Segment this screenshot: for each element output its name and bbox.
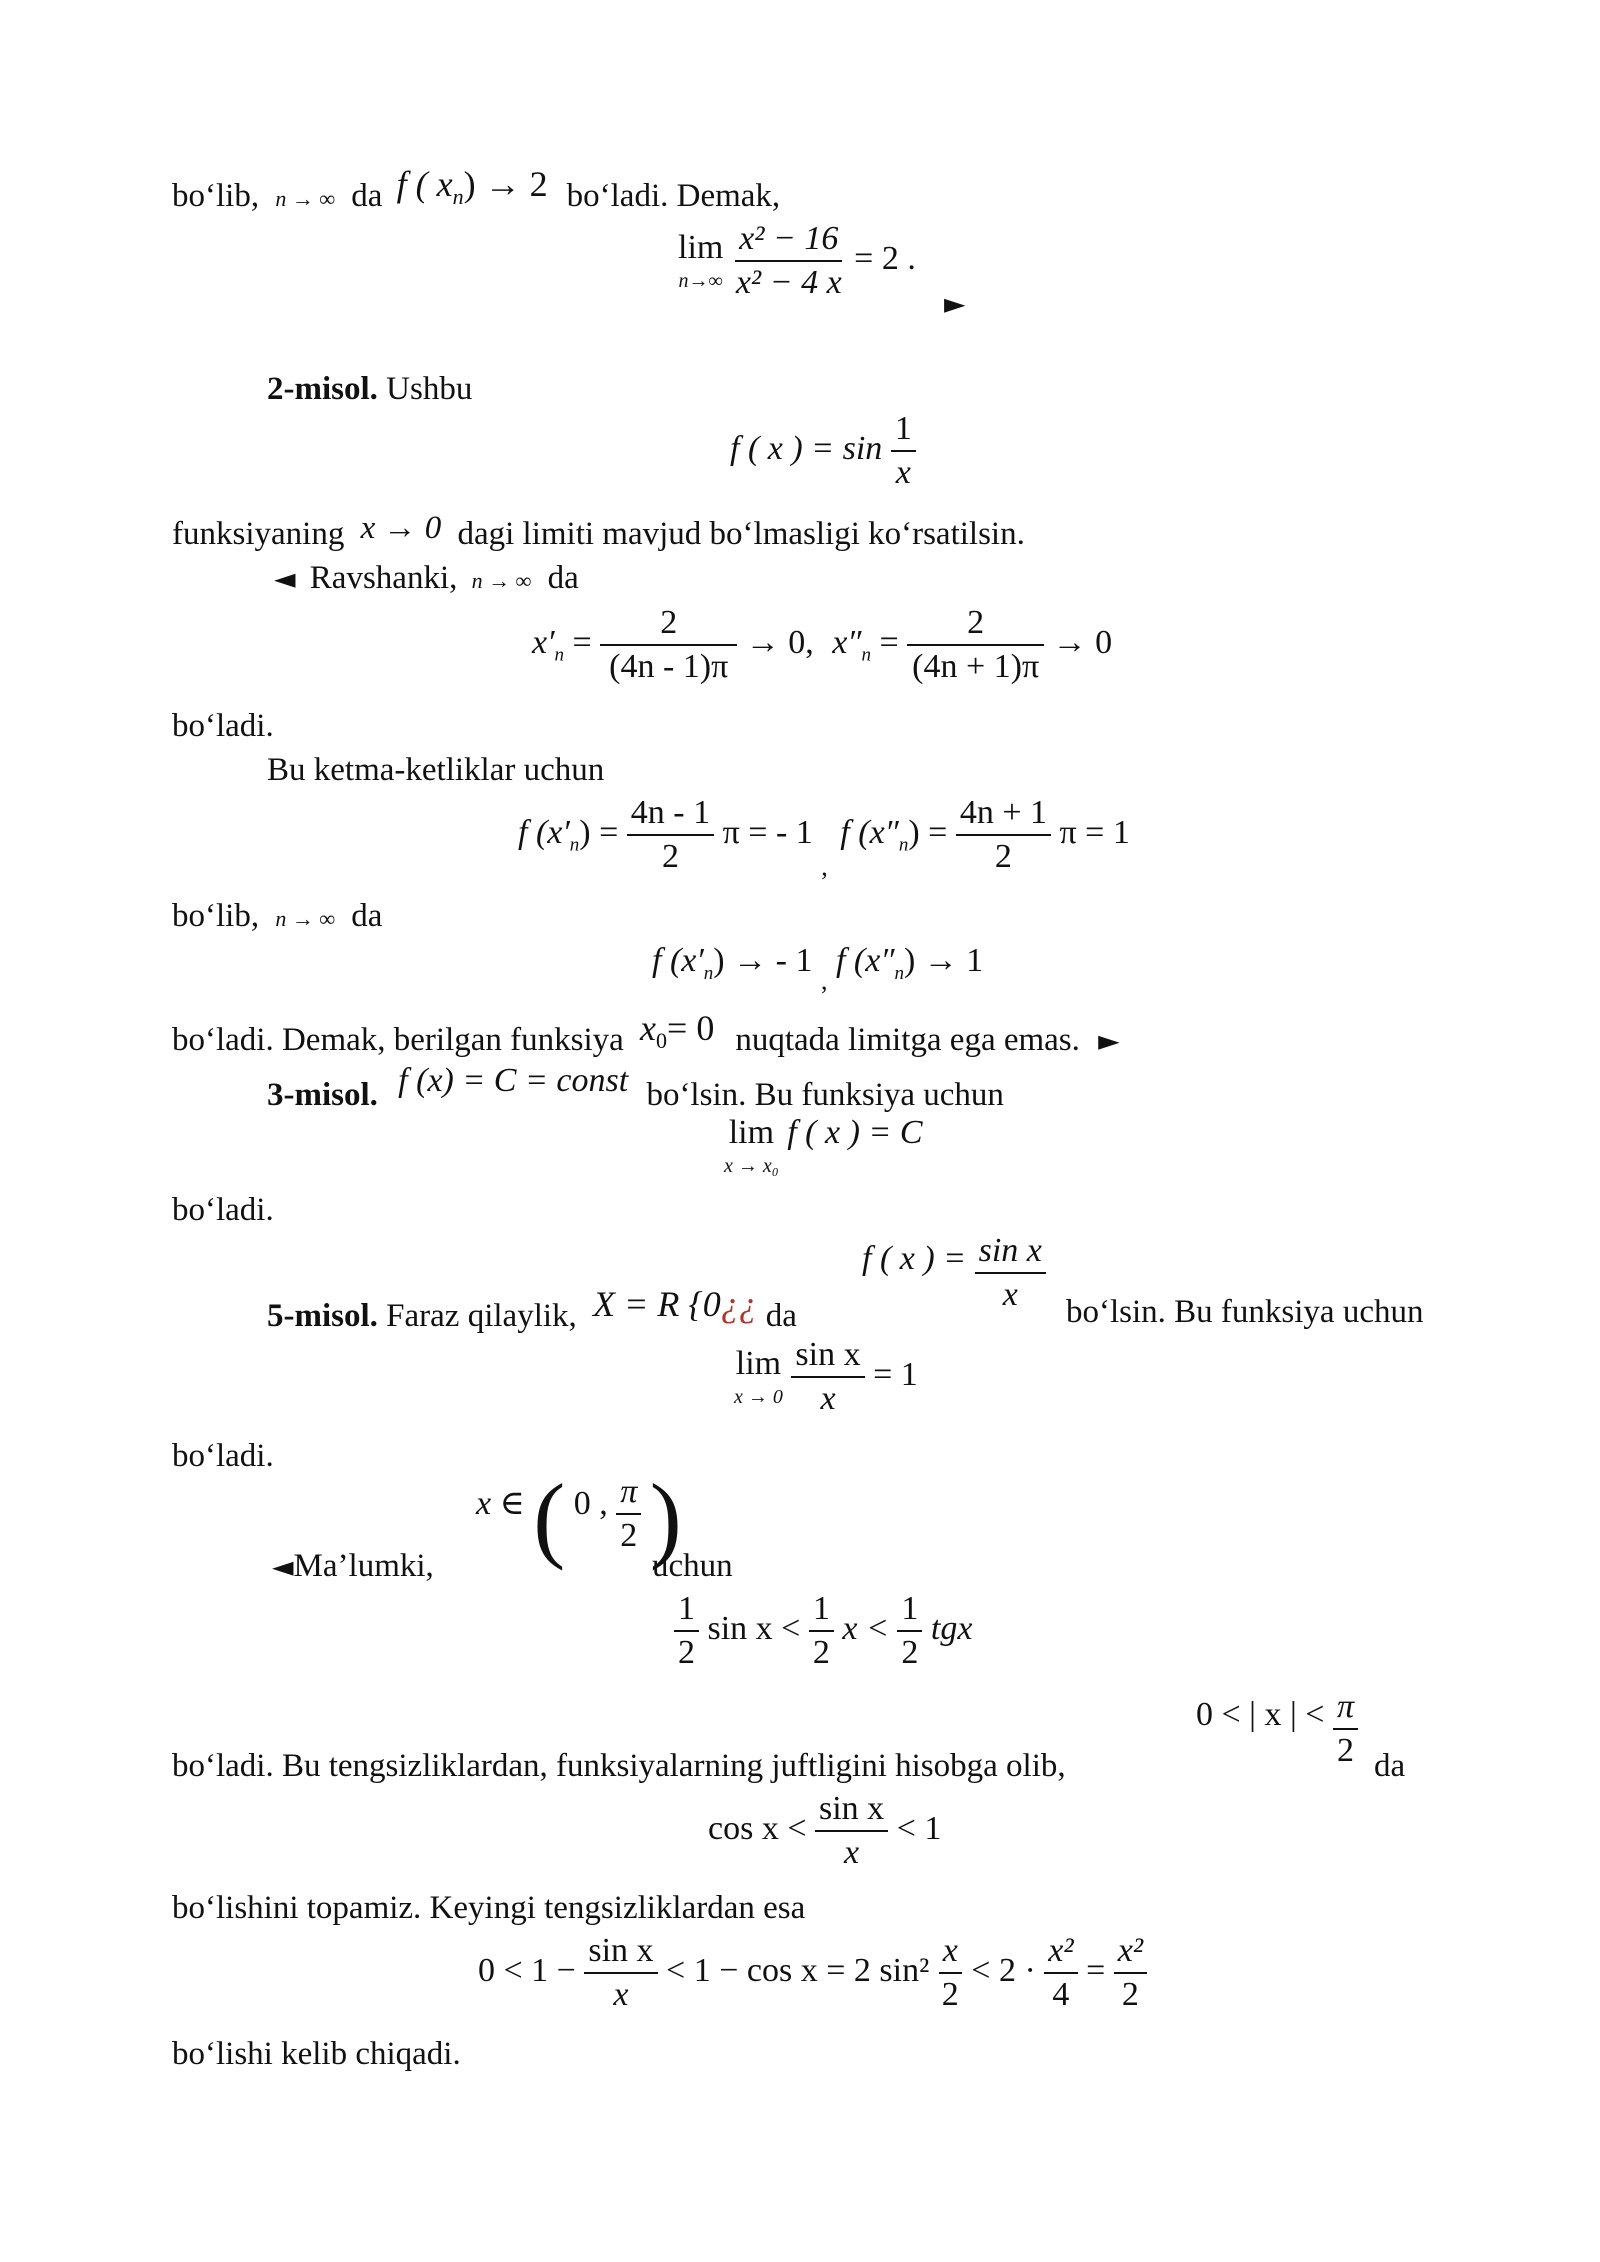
math: < 1 − cos x = 2 sin²	[666, 1951, 938, 1989]
fraction	[1333, 1690, 1358, 1768]
end-marker-icon: ►	[1098, 1024, 1120, 1057]
fraction	[674, 1592, 699, 1670]
tail: → 0,	[745, 623, 814, 661]
equation-limit-1	[678, 222, 916, 300]
numerator: x	[939, 1934, 962, 1974]
denominator: (4n - 1)π	[609, 648, 729, 685]
math: sin x <	[707, 1609, 801, 1647]
garbled-glyph: ¿¿	[720, 1284, 757, 1324]
math-x-in-interval	[476, 1464, 682, 1571]
text: da	[351, 178, 383, 214]
math-f: f (x″	[840, 813, 899, 851]
denominator: x	[844, 1834, 860, 1871]
numerator: π	[1333, 1690, 1358, 1730]
fraction	[732, 222, 846, 300]
numerator: 2	[907, 606, 1044, 646]
equals: =	[572, 623, 592, 661]
math: ) =	[579, 813, 619, 851]
example-label: 3-misol.	[267, 1077, 378, 1113]
denominator: 4	[1052, 1976, 1070, 2013]
lhs: f ( x ) = sin	[730, 429, 883, 467]
numerator: x² − 16	[735, 222, 842, 262]
fraction	[616, 1475, 641, 1553]
denominator: x² − 4 x	[735, 264, 842, 301]
start-marker-icon: ◄	[272, 1550, 294, 1583]
math: cos x <	[708, 1809, 807, 1847]
comma: ,	[821, 851, 828, 881]
right-paren: )	[649, 1464, 682, 1571]
math-f-const: f (x) = C = const	[398, 1062, 629, 1099]
math: ) → 1	[903, 942, 984, 979]
numerator: x²	[1114, 1934, 1147, 1974]
denominator: 2	[1121, 1976, 1139, 2013]
denominator: 2	[901, 1634, 919, 1671]
numerator: 1	[674, 1592, 699, 1632]
text-line: bo‘ladi.	[172, 1192, 274, 1228]
math-sub: 0	[656, 1028, 668, 1054]
math-set-X	[593, 1284, 766, 1324]
limit-operator	[734, 1347, 783, 1407]
math: < 2 ·	[971, 1951, 1036, 1989]
denominator: 2	[994, 838, 1012, 875]
denominator: 2	[620, 1517, 638, 1554]
math-x-double-prime: x″	[832, 623, 862, 661]
equation-limit-const	[724, 1116, 923, 1176]
lim-label: lim	[678, 229, 724, 266]
fraction	[938, 1934, 963, 2012]
math-f-xn	[396, 164, 557, 210]
text-line-demak	[172, 1008, 1120, 1062]
equation-tail: = 2 .	[854, 239, 916, 277]
text: dagi limiti mavjud bo‘lmasligi ko‘rsatilsin.	[457, 516, 1025, 552]
fraction	[627, 796, 714, 874]
equation-area-inequality	[674, 1592, 972, 1670]
denominator: 2	[678, 1634, 695, 1671]
fraction	[907, 606, 1044, 684]
equation-f-sequences	[518, 794, 1130, 881]
text: nuqtada limitga ega emas.	[735, 1022, 1080, 1058]
text-line-ravshanki	[274, 562, 579, 595]
lim-subscript: x → 0	[734, 1386, 783, 1408]
math-fx: f ( x	[396, 164, 453, 204]
comma: ,	[820, 966, 828, 995]
text-line: bo‘lishini topamiz. Keyingi tengsizliklardan esa	[172, 1890, 806, 1926]
math: = 0	[667, 1008, 715, 1048]
text-line: bo‘ladi.	[172, 1438, 274, 1474]
text-line-bolib	[172, 900, 382, 933]
text: bo‘lsin. Bu funksiya uchun	[1066, 1294, 1424, 1330]
math-n-to-infinity: n → ∞	[275, 186, 336, 211]
numerator: x²	[1044, 1934, 1077, 1974]
math-abs-inequality	[1196, 1690, 1358, 1768]
tail: π = 1	[1059, 813, 1130, 851]
equation-first-remarkable-limit	[734, 1338, 918, 1416]
numerator: sin x	[975, 1234, 1046, 1274]
denominator: (4n + 1)π	[912, 648, 1040, 685]
math: 0 < 1 −	[478, 1951, 576, 1989]
equals: =	[879, 623, 899, 661]
fraction	[975, 1234, 1046, 1312]
math: < 1	[896, 1809, 942, 1847]
math-sub: n	[554, 644, 565, 666]
example-5-heading	[267, 1284, 797, 1334]
text-line-funksiyaning	[172, 510, 1025, 552]
example-2-heading	[267, 373, 472, 406]
lim-label: lim	[728, 1114, 775, 1151]
math-x-to-0: x → 0	[360, 510, 442, 546]
denominator: 2	[661, 838, 679, 875]
fraction	[600, 606, 737, 684]
math-f: f (x′	[652, 942, 704, 979]
math: ) → - 1	[713, 942, 813, 979]
math-sub: n	[452, 184, 464, 210]
text: bo‘lib,	[172, 178, 260, 214]
denominator: 2	[1336, 1732, 1354, 1769]
math-sub: n	[894, 962, 904, 984]
math-n-to-infinity: n → ∞	[275, 906, 336, 931]
fraction	[584, 1934, 657, 2012]
text: da	[765, 1298, 797, 1334]
fraction	[815, 1792, 888, 1870]
fraction	[956, 796, 1051, 874]
fraction	[897, 1592, 922, 1670]
math-f: f (x″	[835, 942, 895, 979]
text: Faraz qilaylik,	[386, 1298, 577, 1334]
text-line: bo‘lishi kelib chiqadi.	[172, 2036, 461, 2072]
numerator: 2	[600, 606, 737, 646]
equation-f-sin	[730, 412, 916, 490]
text-line: Bu ketma-ketliklar uchun	[267, 752, 605, 788]
math-f: f (x′	[518, 813, 570, 851]
equation-final-inequality	[478, 1934, 1147, 2012]
math: x <	[842, 1609, 889, 1647]
math-x: x	[640, 1008, 657, 1048]
text: Ma’lumki,	[293, 1548, 434, 1584]
equation-cos-inequality	[708, 1792, 941, 1870]
numerator: sin x	[791, 1338, 864, 1378]
text: Ravshanki,	[309, 560, 458, 596]
math: ) =	[908, 813, 948, 851]
equation-tail: f ( x ) = C	[787, 1114, 923, 1151]
denominator: x	[1002, 1276, 1018, 1313]
text-line-tengsizliklar: bo‘ladi. Bu tengsizliklardan, funksiyalarning juftligini hisobga olib,	[172, 1748, 1066, 1784]
equation-sequences	[532, 606, 1112, 684]
example-label: 2-misol.	[267, 371, 378, 407]
math-sub: n	[703, 962, 714, 984]
text: bo‘ladi. Demak, berilgan funksiya	[172, 1022, 624, 1058]
text: bo‘lsin. Bu funksiya uchun	[646, 1077, 1004, 1113]
math-n-to-infinity: n → ∞	[471, 568, 532, 593]
fraction	[1114, 1934, 1147, 2012]
equals: =	[1086, 1951, 1106, 1989]
example-3-heading	[267, 1062, 1004, 1113]
equation-f-sinx-x	[862, 1234, 1046, 1312]
lim-subscript: x → x₀	[724, 1155, 779, 1177]
fraction	[791, 1338, 864, 1416]
example-label: 5-misol.	[267, 1298, 378, 1334]
fraction	[809, 1592, 834, 1670]
math-sub: n	[898, 834, 909, 856]
denominator: 2	[812, 1634, 830, 1671]
limit-operator	[724, 1116, 779, 1176]
numerator: 4n - 1	[627, 796, 714, 836]
numerator: 1	[891, 412, 916, 452]
math-sub: n	[569, 834, 580, 856]
math-sub: n	[861, 644, 871, 666]
equation-limits	[652, 942, 984, 995]
math-tail: ) → 2	[463, 164, 548, 204]
text-line-malumki	[272, 1550, 434, 1583]
tail: π = - 1	[722, 813, 813, 851]
denominator: x	[820, 1380, 836, 1417]
math-x-in: x ∈	[476, 1485, 525, 1522]
denominator: x	[613, 1976, 629, 2013]
math-fx: f ( x ) =	[862, 1239, 967, 1277]
math-x-prime: x′	[532, 623, 555, 661]
fraction	[1044, 1934, 1077, 2012]
numerator: sin x	[815, 1792, 888, 1832]
end-marker-icon: ►	[944, 287, 966, 320]
text-line: bo‘ladi.	[172, 708, 274, 744]
numerator: π	[616, 1475, 641, 1515]
text: da	[351, 898, 383, 934]
equation-tail: = 1	[873, 1355, 918, 1393]
denominator: x	[895, 454, 911, 491]
text: bo‘ladi. Demak,	[566, 178, 781, 214]
text: Ushbu	[386, 371, 473, 407]
left-paren: (	[533, 1464, 566, 1571]
numerator: sin x	[584, 1934, 657, 1974]
numerator: 1	[897, 1592, 922, 1632]
math: 0 < | x | <	[1196, 1696, 1325, 1733]
text: uchun	[652, 1548, 733, 1584]
tail: → 0	[1052, 623, 1113, 661]
math: tgx	[930, 1609, 973, 1647]
text: bo‘lib,	[172, 898, 260, 934]
math: X = R {0	[593, 1284, 721, 1324]
numerator: 4n + 1	[956, 796, 1051, 836]
start-marker-icon: ◄	[274, 562, 296, 595]
text: da	[547, 560, 579, 596]
text: da	[1374, 1748, 1406, 1784]
text-line-1	[172, 164, 781, 218]
lim-label: lim	[735, 1345, 782, 1382]
limit-operator	[678, 231, 723, 291]
fraction	[891, 412, 916, 490]
numerator: 1	[809, 1592, 834, 1632]
lim-subscript: n→∞	[678, 270, 723, 292]
denominator: 2	[941, 1976, 959, 2013]
math-x0	[640, 1008, 723, 1054]
math: 0 ,	[573, 1485, 608, 1522]
text: funksiyaning	[172, 516, 345, 552]
